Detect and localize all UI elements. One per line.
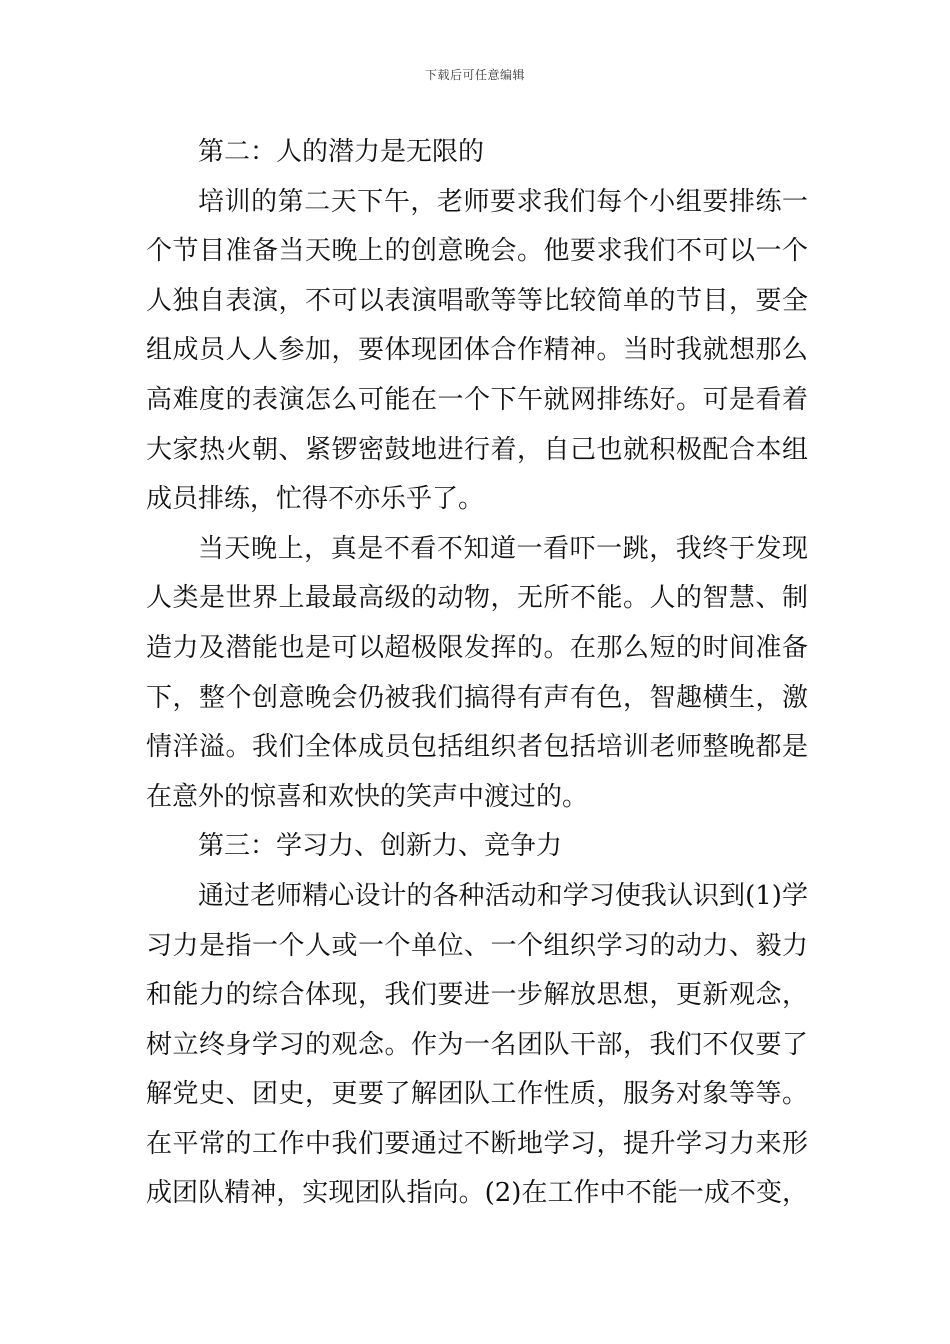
text-line: 造力及潜能也是可以超极限发挥的。在那么短的时间准备: [146, 632, 808, 663]
text-line: 人独自表演，不可以表演唱歌等等比较简单的节目，要全: [146, 285, 808, 316]
text-line: 习力是指一个人或一个单位、一个组织学习的动力、毅力: [146, 930, 808, 961]
text-line: 树立终身学习的观念。作为一名团队干部，我们不仅要了: [146, 1029, 808, 1060]
text-line: 当天晚上，真是不看不知道一看吓一跳，我终于发现: [198, 533, 808, 564]
text-line: 大家热火朝、紧锣密鼓地进行着，自己也就积极配合本组: [146, 434, 808, 465]
page-header: 下载后可任意编辑: [424, 68, 525, 82]
text-line: 第二：人的潜力是无限的: [198, 137, 485, 167]
text-line: 人类是世界上最最高级的动物，无所不能。人的智慧、制: [146, 583, 808, 614]
text-line: 培训的第二天下午，老师要求我们每个小组要排练一: [198, 186, 808, 217]
text-line: 通过老师精心设计的各种活动和学习使我认识到(1)学: [198, 880, 808, 911]
document-body: [146, 128, 808, 1219]
text-line: 第三：学习力、创新力、竞争力: [198, 831, 563, 862]
text-line: 个节目准备当天晚上的创意晚会。他要求我们不可以一个: [146, 236, 808, 267]
text-line: 在意外的惊喜和欢快的笑声中渡过的。: [146, 781, 589, 812]
text-line: 和能力的综合体现，我们要进一步解放思想，更新观念，: [146, 980, 808, 1011]
text-line: 成团队精神，实现团队指向。(2)在工作中不能一成不变，: [146, 1178, 808, 1209]
text-line: 高难度的表演怎么可能在一个下午就网排练好。可是看着: [146, 384, 808, 415]
text-line: 在平常的工作中我们要通过不断地学习，提升学习力来形: [146, 1128, 808, 1159]
text-line: 下，整个创意晚会仍被我们搞得有声有色，智趣横生，激: [146, 682, 808, 713]
text-line: 情洋溢。我们全体成员包括组织者包括培训老师整晚都是: [146, 732, 808, 763]
text-line: 组成员人人参加，要体现团体合作精神。当时我就想那么: [146, 335, 808, 366]
text-line: 成员排练，忙得不亦乐乎了。: [146, 484, 485, 515]
text-line: 解党史、团史，更要了解团队工作性质，服务对象等等。: [146, 1079, 808, 1110]
